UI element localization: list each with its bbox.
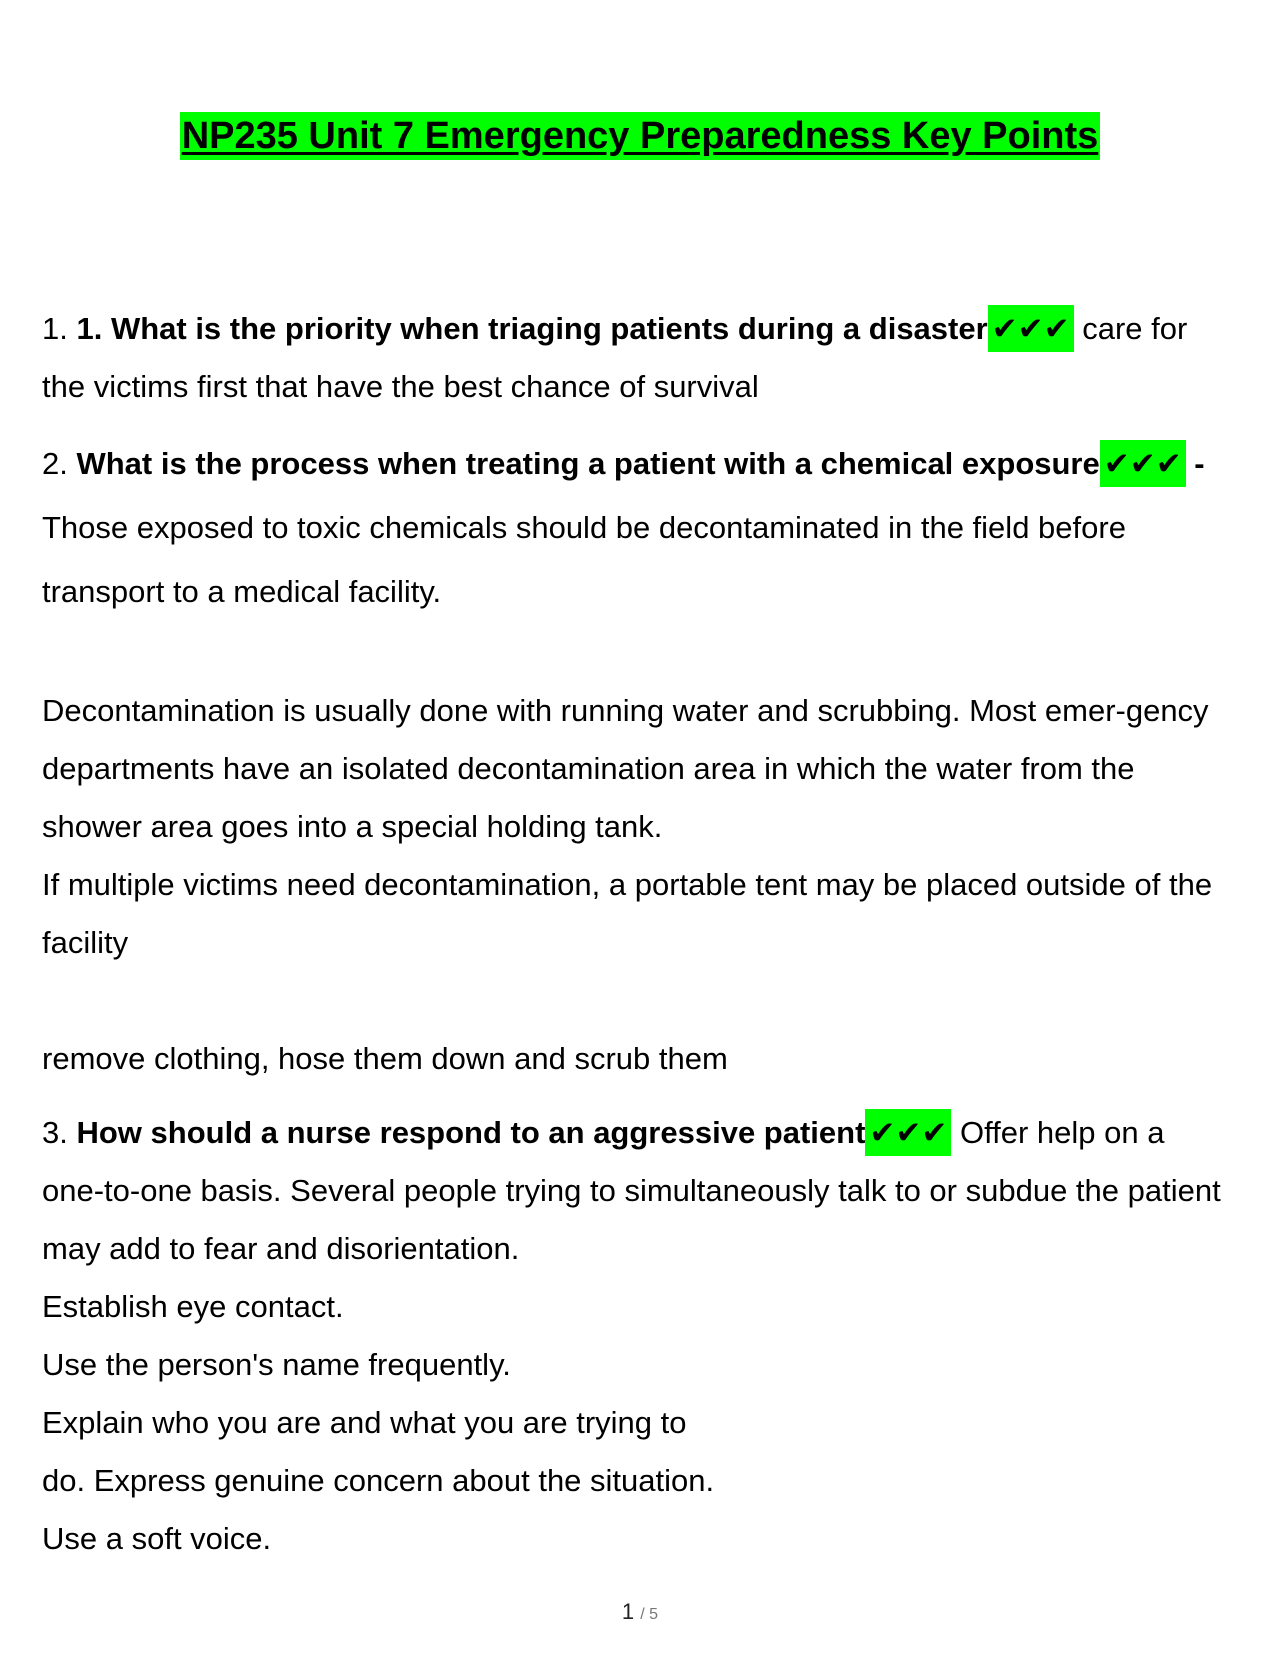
document-body — [42, 300, 1232, 1568]
document-title: NP235 Unit 7 Emergency Preparedness Key Points — [180, 112, 1101, 160]
list-line: Use the person's name frequently. — [42, 1347, 511, 1382]
question-text: 1. What is the priority when triaging patients during a disaster — [76, 311, 988, 346]
answer-text: Those exposed to toxic chemicals should be decontaminated in the field before transport to a medical facility. — [42, 510, 1126, 609]
list-line: do. Express genuine concern about the situation. — [42, 1463, 715, 1498]
answer-text: care for the victims first that have the best chance of survival — [42, 311, 1188, 404]
title-container — [0, 112, 1280, 160]
item-number: 3. — [42, 1115, 68, 1150]
list-line: Use a soft voice. — [42, 1521, 272, 1556]
question-text: How should a nurse respond to an aggressive patient — [76, 1115, 866, 1150]
total-pages: / 5 — [640, 1606, 659, 1623]
list-line: Explain who you are and what you are trying to — [42, 1405, 687, 1440]
item-number: 1. — [42, 311, 68, 346]
question-item-2 — [42, 432, 1232, 624]
separator: - — [1185, 446, 1205, 481]
spacer — [42, 972, 1232, 1030]
check-mark-icon: ✔✔✔ — [988, 305, 1074, 352]
question-text: What is the process when treating a patient with a chemical exposure — [76, 446, 1100, 481]
item-number: 2. — [42, 446, 68, 481]
question-item-3 — [42, 1104, 1232, 1278]
answer-text: Offer help on a one-to-one basis. Several people trying to simultaneously talk to or subdue the patient may add to fear and disorientation. — [42, 1115, 1221, 1266]
current-page-number: 1 — [621, 1599, 635, 1624]
list-line: Establish eye contact. — [42, 1289, 344, 1324]
check-mark-icon: ✔✔✔ — [1100, 440, 1186, 487]
spacer — [42, 624, 1232, 682]
question-item-1 — [42, 300, 1232, 416]
check-mark-icon: ✔✔✔ — [865, 1109, 951, 1156]
paragraph-portable-tent: If multiple victims need decontamination, a portable tent may be placed outside of the facility — [42, 867, 1213, 960]
paragraph-remove-clothing: remove clothing, hose them down and scrub them — [42, 1041, 728, 1076]
spacer — [42, 416, 1232, 432]
paragraph-decontamination: Decontamination is usually done with running water and scrubbing. Most emer-gency departments have an isolated decontamination area in which the water from the shower area goes into a special holding tank. — [42, 693, 1209, 844]
spacer — [42, 1088, 1232, 1104]
page-indicator — [0, 1600, 1280, 1627]
